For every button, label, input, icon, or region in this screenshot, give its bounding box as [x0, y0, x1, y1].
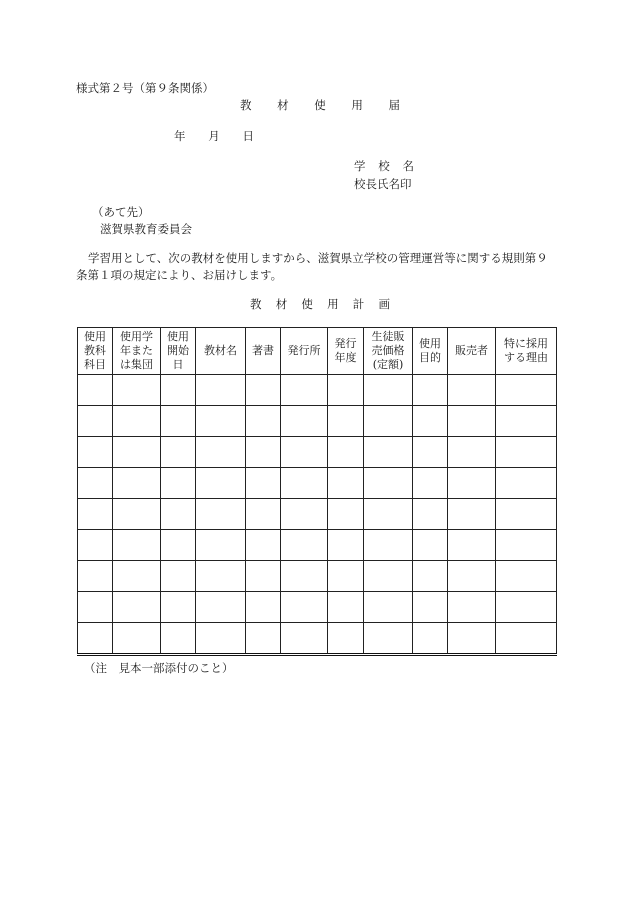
- table-cell[interactable]: [281, 406, 328, 437]
- table-cell[interactable]: [364, 406, 413, 437]
- table-cell[interactable]: [196, 406, 246, 437]
- table-cell[interactable]: [448, 375, 496, 406]
- column-header-seller: 販売者: [448, 328, 496, 375]
- table-cell[interactable]: [448, 499, 496, 530]
- table-cell[interactable]: [196, 623, 246, 655]
- table-cell[interactable]: [448, 561, 496, 592]
- title-char: 材: [277, 98, 289, 112]
- table-cell[interactable]: [78, 468, 113, 499]
- table-cell[interactable]: [496, 437, 557, 468]
- table-row: [78, 437, 557, 468]
- table-cell[interactable]: [448, 623, 496, 655]
- table-row: [78, 530, 557, 561]
- table-cell[interactable]: [246, 468, 281, 499]
- table-cell[interactable]: [113, 499, 161, 530]
- column-header-grade-group: 使用学 年また は集団: [113, 328, 161, 375]
- body-paragraph: 学習用として、次の教材を使用しますから、滋賀県立学校の管理運営等に関する規則第９条第１項の規定により、お届けします。: [76, 251, 548, 282]
- table-cell[interactable]: [113, 437, 161, 468]
- table-cell[interactable]: [364, 437, 413, 468]
- table-cell[interactable]: [328, 437, 364, 468]
- table-cell[interactable]: [448, 437, 496, 468]
- table-cell[interactable]: [448, 468, 496, 499]
- column-header-material-name: 教材名: [196, 328, 246, 375]
- table-cell[interactable]: [196, 468, 246, 499]
- table-cell[interactable]: [364, 375, 413, 406]
- month-label: 月: [208, 129, 220, 143]
- table-cell[interactable]: [496, 623, 557, 655]
- table-cell[interactable]: [161, 406, 196, 437]
- table-row: [78, 561, 557, 592]
- table-cell[interactable]: [496, 561, 557, 592]
- table-cell[interactable]: [113, 561, 161, 592]
- table-cell[interactable]: [328, 406, 364, 437]
- day-label: 日: [242, 129, 254, 143]
- document-title: [240, 97, 400, 113]
- school-name-char: 校: [378, 159, 390, 173]
- table-cell[interactable]: [78, 499, 113, 530]
- table-cell[interactable]: [413, 499, 448, 530]
- table-row: [78, 468, 557, 499]
- table-cell[interactable]: [281, 561, 328, 592]
- table-cell[interactable]: [246, 561, 281, 592]
- table-cell[interactable]: [364, 592, 413, 623]
- table-cell[interactable]: [161, 561, 196, 592]
- table-row: [78, 406, 557, 437]
- school-name-label: [354, 158, 414, 174]
- table-cell[interactable]: [413, 468, 448, 499]
- table-cell[interactable]: [196, 530, 246, 561]
- table-cell[interactable]: [113, 468, 161, 499]
- table-cell[interactable]: [281, 623, 328, 655]
- table-cell[interactable]: [281, 375, 328, 406]
- plan-title-char: 使: [301, 297, 313, 311]
- column-header-start-date: 使用 開始 日: [161, 328, 196, 375]
- table-cell[interactable]: [78, 406, 113, 437]
- table-cell[interactable]: [413, 437, 448, 468]
- plan-title-char: 用: [327, 297, 339, 311]
- table-cell[interactable]: [448, 406, 496, 437]
- school-name-char: 名: [402, 159, 414, 173]
- table-cell[interactable]: [281, 468, 328, 499]
- column-header-publish-year: 発行 年度: [328, 328, 364, 375]
- table-cell[interactable]: [78, 561, 113, 592]
- table-cell[interactable]: [413, 592, 448, 623]
- table-cell[interactable]: [246, 592, 281, 623]
- table-cell[interactable]: [196, 561, 246, 592]
- table-cell[interactable]: [196, 375, 246, 406]
- table-header-row: [78, 328, 557, 375]
- table-cell[interactable]: [246, 406, 281, 437]
- column-header-publisher: 発行所: [281, 328, 328, 375]
- table-cell[interactable]: [413, 561, 448, 592]
- table-cell[interactable]: [161, 499, 196, 530]
- table-cell[interactable]: [196, 592, 246, 623]
- table-row: [78, 375, 557, 406]
- principal-name-seal-label: 校長氏名印: [354, 177, 412, 191]
- table-cell[interactable]: [161, 375, 196, 406]
- table-cell[interactable]: [113, 592, 161, 623]
- column-header-reason: 特に採用 する理由: [496, 328, 557, 375]
- table-cell[interactable]: [161, 623, 196, 655]
- table-cell[interactable]: [246, 623, 281, 655]
- table-cell[interactable]: [328, 499, 364, 530]
- table-cell[interactable]: [448, 530, 496, 561]
- table-cell[interactable]: [161, 592, 196, 623]
- column-header-subject: 使用 教科 科目: [78, 328, 113, 375]
- column-header-price: 生徒販 売価格 (定額): [364, 328, 413, 375]
- addressee-label: （あて先）: [92, 205, 150, 219]
- table-cell[interactable]: [328, 561, 364, 592]
- table-cell[interactable]: [161, 437, 196, 468]
- plan-title-char: 計: [352, 297, 365, 311]
- table-cell[interactable]: [281, 437, 328, 468]
- addressee: 滋賀県教育委員会: [100, 222, 192, 236]
- table-row: [78, 592, 557, 623]
- date-line: [174, 128, 254, 144]
- table-cell[interactable]: [448, 592, 496, 623]
- table-cell[interactable]: [246, 375, 281, 406]
- table-cell[interactable]: [413, 530, 448, 561]
- table-cell[interactable]: [281, 499, 328, 530]
- table-cell[interactable]: [496, 468, 557, 499]
- plan-title-char: 教: [250, 297, 262, 311]
- table-cell[interactable]: [161, 530, 196, 561]
- table-row: [78, 499, 557, 530]
- table-cell[interactable]: [161, 468, 196, 499]
- table-cell[interactable]: [78, 592, 113, 623]
- table-cell[interactable]: [413, 406, 448, 437]
- table-cell[interactable]: [328, 592, 364, 623]
- title-char: 用: [351, 98, 363, 112]
- table-cell[interactable]: [496, 530, 557, 561]
- table-cell[interactable]: [196, 499, 246, 530]
- table-cell[interactable]: [113, 406, 161, 437]
- table-cell[interactable]: [328, 468, 364, 499]
- table-cell[interactable]: [113, 530, 161, 561]
- table-cell[interactable]: [413, 375, 448, 406]
- table-cell[interactable]: [246, 499, 281, 530]
- table-cell[interactable]: [496, 375, 557, 406]
- school-name-char: 学: [354, 159, 366, 173]
- plan-title: [250, 296, 390, 312]
- table-cell[interactable]: [78, 375, 113, 406]
- plan-table: [77, 327, 557, 656]
- table-cell[interactable]: [246, 530, 281, 561]
- table-cell[interactable]: [496, 592, 557, 623]
- table-cell[interactable]: [364, 499, 413, 530]
- table-cell[interactable]: [496, 499, 557, 530]
- plan-title-char: 画: [378, 297, 390, 311]
- table-cell[interactable]: [364, 530, 413, 561]
- form-number: 様式第２号（第９条関係）: [76, 81, 214, 95]
- table-cell[interactable]: [328, 375, 364, 406]
- plan-title-char: 材: [275, 297, 288, 311]
- table-cell[interactable]: [328, 623, 364, 655]
- table-cell[interactable]: [364, 623, 413, 655]
- table-cell[interactable]: [496, 406, 557, 437]
- table-cell[interactable]: [78, 530, 113, 561]
- column-header-purpose: 使用 目的: [413, 328, 448, 375]
- table-row: [78, 623, 557, 655]
- table-cell[interactable]: [246, 437, 281, 468]
- table-cell[interactable]: [328, 530, 364, 561]
- title-char: 教: [240, 98, 252, 112]
- table-cell[interactable]: [78, 437, 113, 468]
- title-char: 使: [314, 98, 326, 112]
- column-header-author: 著書: [246, 328, 281, 375]
- table-cell[interactable]: [364, 468, 413, 499]
- title-char: 届: [388, 98, 400, 112]
- table-cell[interactable]: [113, 623, 161, 655]
- note: （注 見本一部添付のこと）: [84, 661, 234, 675]
- year-label: 年: [174, 129, 186, 143]
- table-cell[interactable]: [196, 437, 246, 468]
- table-cell[interactable]: [364, 561, 413, 592]
- table-cell[interactable]: [113, 375, 161, 406]
- table-cell[interactable]: [413, 623, 448, 655]
- table-cell[interactable]: [78, 623, 113, 655]
- table-cell[interactable]: [281, 592, 328, 623]
- table-cell[interactable]: [281, 530, 328, 561]
